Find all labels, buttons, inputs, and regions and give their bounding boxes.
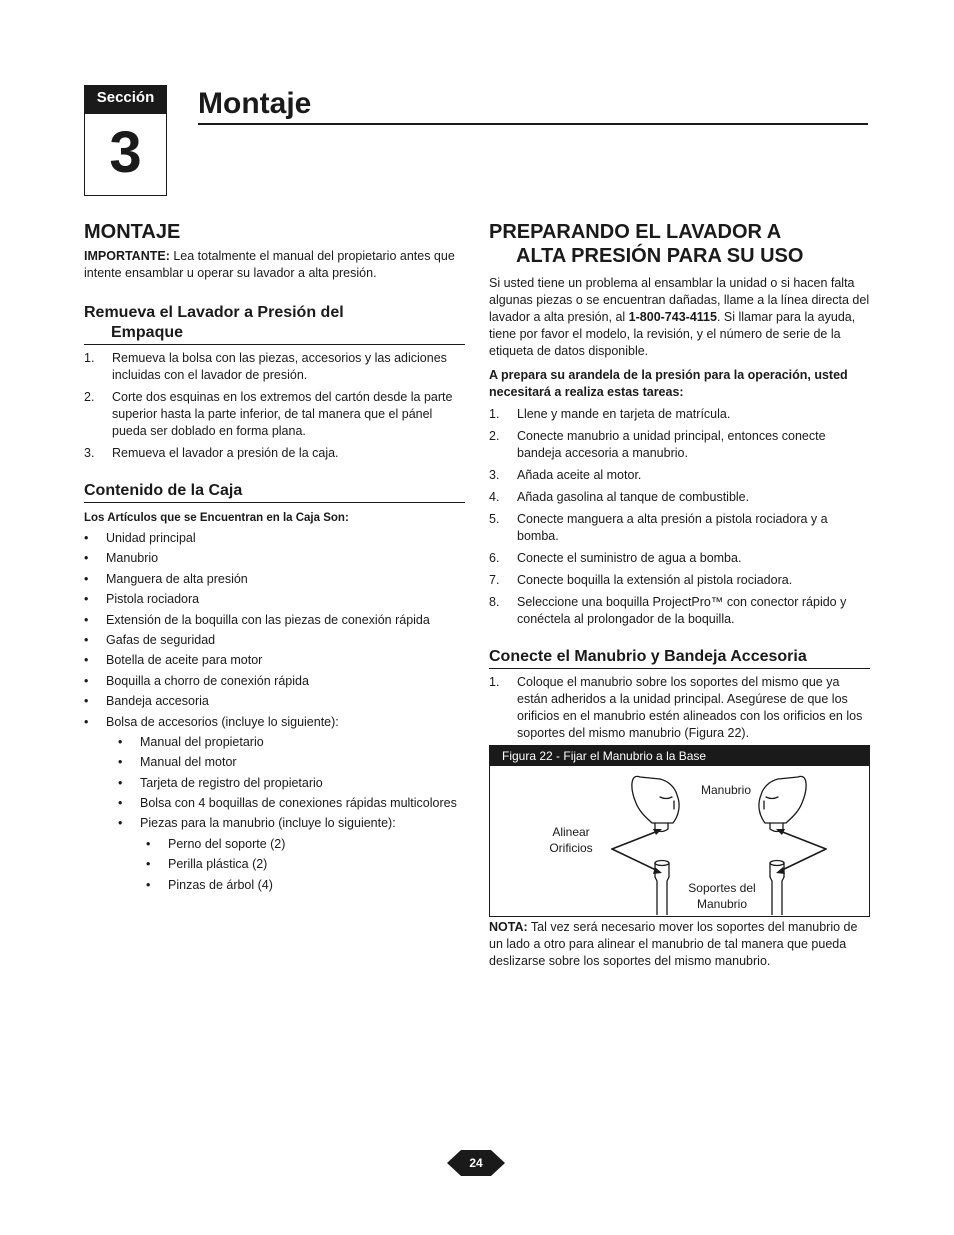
- list-item: • Botella de aceite para motor: [84, 652, 465, 669]
- page-number: 24: [469, 1156, 483, 1170]
- list-item: • Perno del soporte (2): [140, 836, 465, 853]
- contents-subheading: Los Artículos que se Encuentran en la Caja Son:: [84, 512, 349, 524]
- note: [489, 919, 870, 970]
- handle-heading: Conecte el Manubrio y Bandeja Accesoria: [489, 647, 870, 669]
- list-item: • Extensión de la boquilla con las piezas de conexión rápida: [84, 612, 465, 629]
- list-item: 2. Conecte manubrio a unidad principal, entonces conecte bandeja accesoria a manubrio.: [489, 429, 826, 460]
- section-label: Sección: [84, 85, 167, 113]
- list-item: 6. Conecte el suministro de agua a bomba.: [489, 551, 742, 565]
- list-item: 1. Coloque el manubrio sobre los soportes del mismo que ya están adheridos a la unidad principal. Asegúrese de que los orificios en el manubrio estén alineados con los orificios en los soportes del mismo manubrio (Figura 22).: [489, 675, 863, 740]
- prep-tasks-intro: A prepara su arandela de la presión para la operación, usted necesitará a realiza estas tareas:: [489, 368, 848, 399]
- list-item: • Manual del motor: [106, 754, 465, 771]
- label-orificios: Orificios: [549, 841, 593, 855]
- label-soportes-manubrio: Manubrio: [696, 897, 748, 911]
- section-number: 3: [84, 113, 167, 196]
- contents-heading: Contenido de la Caja: [84, 481, 465, 503]
- list-item: 3. Añada aceite al motor.: [489, 468, 642, 482]
- list-item: • Boquilla a chorro de conexión rápida: [84, 673, 465, 690]
- list-item: 2. Corte dos esquinas en los extremos del cartón desde la parte superior hasta la parte inferior, de tal manera que el pánel pueda ser doblado en forma plana.: [84, 390, 453, 438]
- remove-steps: [84, 350, 465, 462]
- list-item: 5. Conecte manguera a alta presión a pistola rociadora y a bomba.: [489, 512, 828, 543]
- phone-number: 1-800-743-4115: [628, 310, 717, 324]
- remove-heading-line2: Empaque: [111, 324, 184, 341]
- list-item: • Pistola rociadora: [84, 591, 465, 608]
- list-item: 1. Remueva la bolsa con las piezas, accesorios y las adiciones incluidas con el lavador de presión.: [84, 351, 447, 382]
- prep-intro: Si usted tiene un problema al ensamblar la unidad o si hacen falta algunas piezas o se encuentran dañadas, llame a la línea directa del lavador a alta presión, al 1-800-743-4115. Si llamar para la ayuda, tiene por favor el modelo, la revisión, y el número de serie de la etiqueta de datos disponible.: [489, 276, 870, 358]
- label-alinear: Alinear: [552, 825, 590, 839]
- right-column: [489, 220, 870, 970]
- list-item: • Manguera de alta presión: [84, 571, 465, 588]
- list-item: • Unidad principal: [84, 530, 465, 547]
- label-manubrio: Manubrio: [700, 783, 752, 797]
- list-item: 4. Añada gasolina al tanque de combustible.: [489, 490, 750, 504]
- page-title: Montaje: [198, 87, 312, 120]
- montaje-heading: MONTAJE: [84, 221, 181, 243]
- list-item: • Gafas de seguridad: [84, 632, 465, 649]
- list-item: • Perilla plástica (2): [140, 856, 465, 873]
- figure-22: [489, 745, 870, 917]
- support-left-icon: [655, 861, 669, 916]
- list-item: • Manubrio: [84, 550, 465, 567]
- list-item: 1. Llene y mande en tarjeta de matrícula.: [489, 407, 731, 421]
- prep-heading-line1: PREPARANDO EL LAVADOR A: [489, 221, 782, 243]
- handle-steps: [489, 674, 870, 742]
- contents-list: [84, 530, 465, 894]
- prep-heading: [489, 220, 870, 268]
- list-item: • Manual del propietario: [106, 734, 465, 751]
- list-item: • Pinzas de árbol (4): [140, 877, 465, 894]
- figure-caption: Figura 22 - Fijar el Manubrio a la Base: [490, 746, 869, 766]
- list-item: • Piezas para la manubrio (incluye lo siguiente): • Perno del soporte (2) • Perilla plástica (2) • Pinzas de árbol (4): [106, 815, 465, 893]
- list-item: 3. Remueva el lavador a presión de la caja.: [84, 446, 339, 460]
- list-item: 8. Seleccione una boquilla ProjectPro™ con conector rápido y conéctela al prolongador de la boquilla.: [489, 595, 847, 626]
- list-item: 7. Conecte boquilla la extensión al pistola rociadora.: [489, 573, 793, 587]
- note-text: Tal vez será necesario mover los soportes del manubrio de un lado a otro para alinear el manubrio de tal manera que pueda deslizarse sobre los soportes del mismo manubrio.: [489, 920, 858, 968]
- important-text: Lea totalmente el manual del propietario antes que intente ensamblar u operar su lavador a alta presión.: [84, 249, 455, 280]
- list-item: • Bolsa con 4 boquillas de conexiones rápidas multicolores: [106, 795, 465, 812]
- important-label: IMPORTANTE:: [84, 249, 170, 263]
- remove-heading: [84, 303, 465, 345]
- prep-tasks: [489, 406, 870, 628]
- handle-parts-list: [140, 836, 465, 894]
- left-column: [84, 220, 465, 897]
- remove-heading-line1: Remueva el Lavador a Presión del: [84, 304, 344, 321]
- important-note: [84, 248, 465, 282]
- prep-heading-line2: ALTA PRESIÓN PARA SU USO: [516, 245, 804, 267]
- align-arrows-icon: [612, 831, 826, 871]
- list-item: • Bandeja accesoria: [84, 693, 465, 710]
- note-label: NOTA:: [489, 920, 528, 934]
- list-item: • Tarjeta de registro del propietario: [106, 775, 465, 792]
- title-rule: [198, 123, 868, 125]
- label-soportes: Soportes del: [688, 881, 756, 895]
- hand-left-icon: [632, 776, 679, 831]
- list-item: • Bolsa de accesorios (incluye lo siguiente): • Manual del propietario • Manual del motor • Tarjeta de registro del propietario • Bolsa con 4 boquillas de conexiones rápidas multicolores • Piezas para la manubrio (incluye lo siguiente): • Perno del soporte (2) • Perilla plástica (2) • Pinzas de árbol (4): [84, 714, 465, 894]
- bag-list: [106, 734, 465, 894]
